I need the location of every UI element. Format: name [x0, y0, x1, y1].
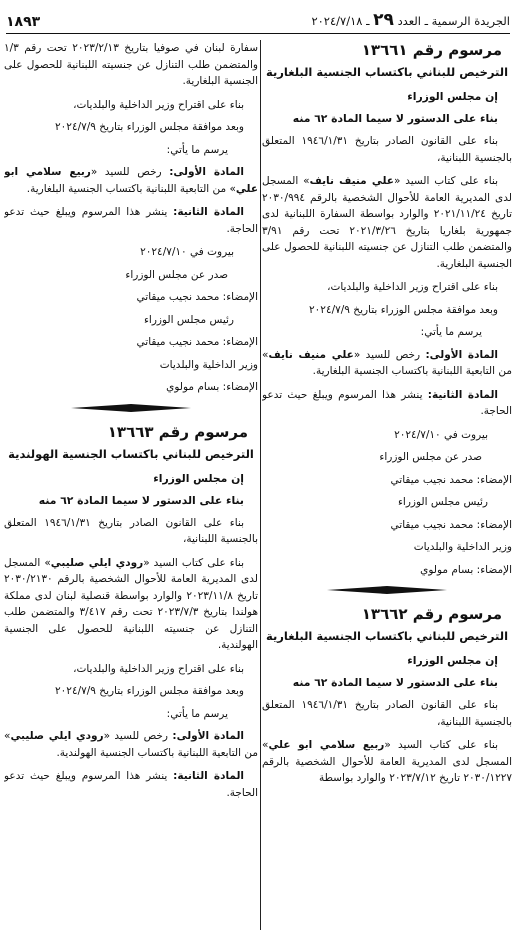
decree-13661-article-1: المادة الأولى: رخص للسيد «علي منيف نايف» من التابعية اللبنانية باكتساب الجنسية البلغارية. [262, 348, 512, 377]
decree-13661-council: إن مجلس الوزراء [407, 90, 498, 103]
decree-13662-approval: وبعد موافقة مجلس الوزراء بتاريخ ٢٠٢٤/٧/٩ [55, 121, 244, 133]
decree-13661-article-2: المادة الثانية: ينشر هذا المرسوم ويبلغ حيث تدعو الحاجة. [262, 388, 512, 417]
decree-13662-signature-president: الإمضاء: محمد نجيب ميقاتي [136, 291, 258, 303]
decree-13663-proposal: بناء على اقتراح وزير الداخلية والبلديات، [73, 662, 244, 675]
ornament-divider-icon [262, 586, 512, 594]
decree-13663-subtitle: الترخيص للبناني باكتساب الجنسية الهولندية [8, 446, 254, 461]
ornament-divider-icon [4, 404, 258, 412]
decree-13662-proposal: بناء على اقتراح وزير الداخلية والبلديات، [73, 98, 244, 111]
issue-number: ٢٩ [373, 10, 394, 30]
decree-13662-decrees: يرسم ما يأتي: [166, 143, 228, 156]
decree-13662-article-2: المادة الثانية: ينشر هذا المرسوم ويبلغ حيث تدعو الحاجة. [4, 206, 258, 235]
decree-13663-title: مرسوم رقم ١٣٦٦٣ [107, 422, 248, 441]
decree-13663-article-2: المادة الثانية: ينشر هذا المرسوم ويبلغ حيث تدعو الحاجة. [4, 770, 258, 799]
decree-13661-signature-president: الإمضاء: محمد نجيب ميقاتي [390, 473, 512, 486]
decree-13662-basis: بناء على الدستور لا سيما المادة ٦٢ منه [292, 676, 498, 689]
decree-13662-minister-title: وزير الداخلية والبلديات [159, 358, 258, 371]
decree-13661-subtitle: الترخيص للبناني باكتساب الجنسية البلغارية [265, 65, 509, 79]
decree-13663-approval: وبعد موافقة مجلس الوزراء بتاريخ ٢٠٢٤/٧/٩ [55, 685, 244, 697]
decree-13662-law-ref: بناء على القانون الصادر بتاريخ ١٩٤٦/١/٣١ المتعلق بالجنسية اللبنانية، [262, 699, 512, 728]
right-column [262, 40, 512, 930]
decree-13662-pm-title: رئيس مجلس الوزراء [143, 313, 234, 326]
decree-13662-council: إن مجلس الوزراء [407, 654, 498, 667]
decree-13661-signature-minister: الإمضاء: بسام مولوي [420, 563, 512, 576]
decree-13662-article-1: المادة الأولى: رخص للسيد «ربيع سلامي ابو علي» من التابعية اللبنانية باكتساب الجنسية البلغارية. [4, 166, 258, 195]
decree-13662-request-continued: سفارة لبنان في صوفيا بتاريخ ٢٠٢٣/٢/١٣ تحت رقم ١/٣ والمتضمن طلب التنازل عن جنسيته اللبنانية للحصول على الجنسية البلغارية. [4, 42, 258, 87]
decree-13662-signature-minister: الإمضاء: بسام مولوي [166, 381, 258, 393]
decree-13661-pm-title: رئيس مجلس الوزراء [397, 496, 488, 508]
decree-13661-basis: بناء على الدستور لا سيما المادة ٦٢ منه [292, 112, 498, 125]
column-divider [260, 40, 261, 930]
decree-13661-approval: وبعد موافقة مجلس الوزراء بتاريخ ٢٠٢٤/٧/٩ [309, 303, 498, 316]
decree-13663-article-1: المادة الأولى: رخص للسيد «رودي ايلي صليبي» من التابعية اللبنانية باكتساب الجنسية الهولندية. [4, 730, 258, 759]
decree-13661-minister-title: وزير الداخلية والبلديات [413, 541, 512, 553]
decree-13661-place-date: بيروت في ٢٠٢٤/٧/١٠ [394, 428, 488, 441]
decree-13662-signature-pm: الإمضاء: محمد نجيب ميقاتي [136, 336, 258, 348]
decree-13662-place-date: بيروت في ٢٠٢٤/٧/١٠ [140, 246, 234, 258]
decree-13663-council: إن مجلس الوزراء [153, 471, 244, 485]
decree-13663-request: بناء على كتاب السيد «رودي ايلي صليبي» المسجل لدى المديرية العامة للأحوال الشخصية بالرقم ٢٠٣٠/٢١٣٠ تاريخ ٢٠٢٣/١١/٨ والوارد بواسطة قنصلية لبنان لدى مملكة هولندا بتاريخ ٢٠٢٣/٧/٣ تحت رقم ٣/٤١٧ والمتضمن طلب التنازل عن جنسيته اللبنانية للحصول على الجنسية الهولندية. [4, 556, 258, 651]
decree-13663-basis: بناء على الدستور لا سيما المادة ٦٢ منه [38, 493, 244, 507]
decree-13661-signature-pm: الإمضاء: محمد نجيب ميقاتي [390, 518, 512, 531]
decree-13663-decrees: يرسم ما يأتي: [166, 707, 228, 720]
decree-13661-title: مرسوم رقم ١٣٦٦١ [361, 41, 502, 59]
decree-13662-issued: صدر عن مجلس الوزراء [125, 268, 228, 281]
decree-13662-title: مرسوم رقم ١٣٦٦٢ [361, 605, 502, 623]
gazette-running-title: الجريدة الرسمية ـ العدد ٢٩ ـ ٢٠٢٤/٧/١٨ [311, 10, 510, 30]
decree-13663-law-ref: بناء على القانون الصادر بتاريخ ١٩٤٦/١/٣١ المتعلق بالجنسية اللبنانية، [4, 516, 258, 545]
decree-13661-decrees: يرسم ما يأتي: [420, 326, 482, 338]
decree-13661-law-ref: بناء على القانون الصادر بتاريخ ١٩٤٦/١/٣١ المتعلق بالجنسية اللبنانية، [262, 135, 512, 164]
page-header [6, 4, 510, 34]
page-number: ١٨٩٣ [6, 14, 41, 30]
issue-date: ـ ٢٠٢٤/٧/١٨ [311, 14, 370, 28]
decree-13662-subtitle: الترخيص للبناني باكتساب الجنسية البلغارية [265, 629, 509, 643]
decree-13661-proposal: بناء على اقتراح وزير الداخلية والبلديات، [327, 281, 498, 293]
left-column [4, 40, 258, 930]
decree-13662-request: بناء على كتاب السيد «ربيع سلامي ابو علي» المسجل لدى المديرية العامة للأحوال الشخصية بالرقم ٢٠٣٠/١٢٢٧ تاريخ ٢٠٢٣/٧/١٢ والوارد بواسطة [262, 739, 512, 784]
decree-13661-request: بناء على كتاب السيد «علي منيف نايف» المسجل لدى المديرية العامة للأحوال الشخصية بالرقم ٢٠٣٠/٩٩٤ تاريخ ٢٠٢١/١١/٢٤ والوارد بواسطة السفارة اللبنانية لدى جمهورية بلغاريا بتاريخ ٢٠٢١/٣/٢٦ تحت رقم ٣/٩١ والمتضمن طلب التنازل عن جنسيته اللبنانية للحصول على الجنسية البلغارية. [262, 175, 512, 270]
decree-13661-issued: صدر عن مجلس الوزراء [379, 451, 482, 463]
